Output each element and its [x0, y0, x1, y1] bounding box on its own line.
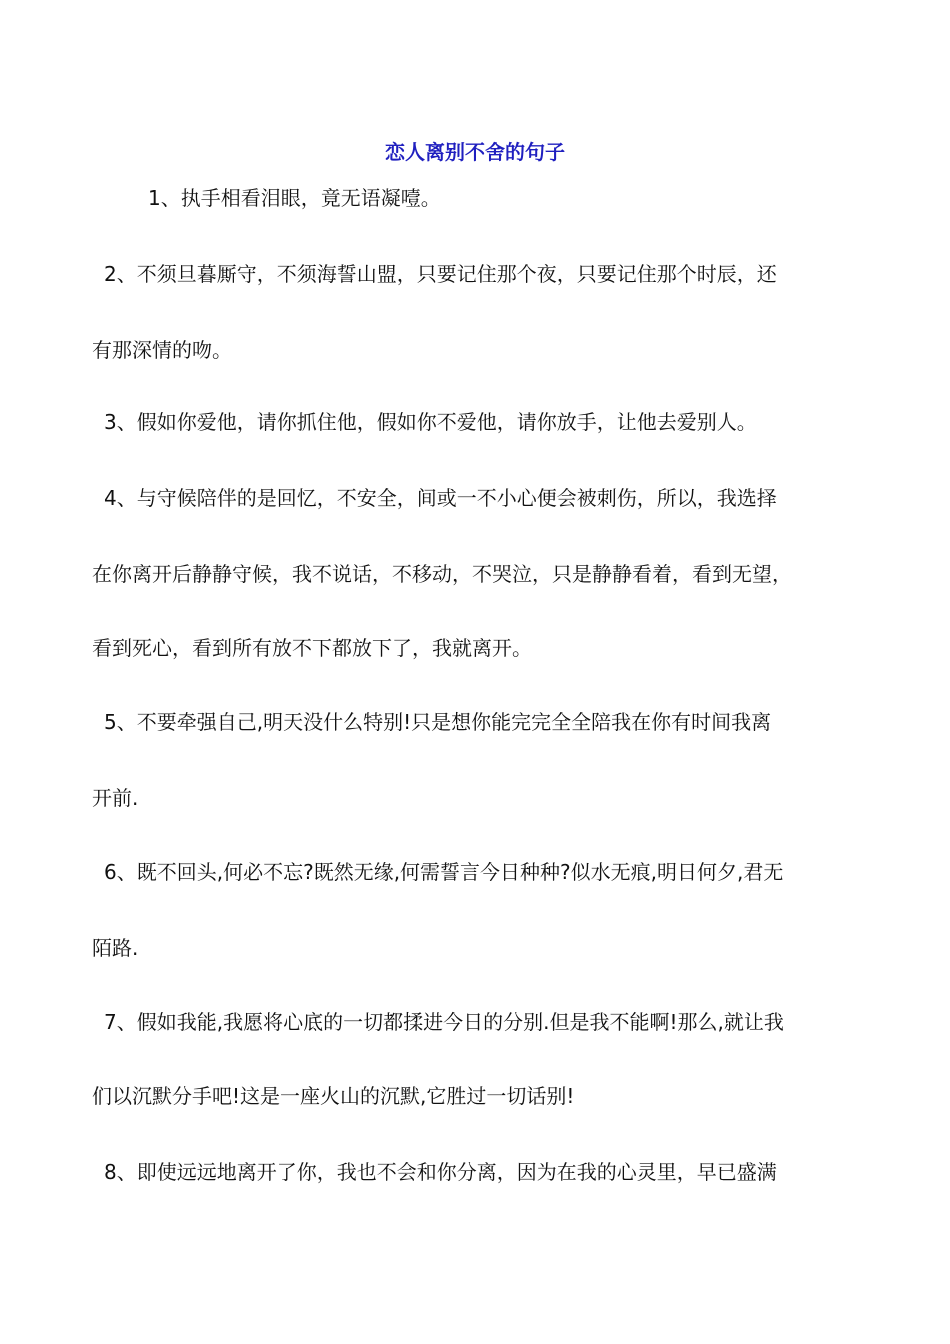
paragraph-line: 1、执手相看泪眼，竟无语凝噎。	[148, 186, 441, 210]
paragraph-line: 7、假如我能,我愿将心底的一切都揉进今日的分别.但是我不能啊!那么,就让我	[104, 1010, 784, 1034]
paragraph-line: 2、不须旦暮厮守，不须海誓山盟，只要记住那个夜，只要记住那个时辰，还	[104, 262, 777, 286]
paragraph-line: 们以沉默分手吧!这是一座火山的沉默,它胜过一切话别!	[92, 1084, 575, 1108]
paragraph-line: 在你离开后静静守候，我不说话，不移动，不哭泣，只是静静看着，看到无望，	[92, 562, 792, 586]
paragraph-line: 8、即使远远地离开了你，我也不会和你分离，因为在我的心灵里，早已盛满	[104, 1160, 777, 1184]
paragraph-line: 5、不要牵强自己,明天没什么特别!只是想你能完完全全陪我在你有时间我离	[104, 710, 772, 734]
paragraph-line: 4、与守候陪伴的是回忆，不安全，间或一不小心便会被刺伤，所以，我选择	[104, 486, 777, 510]
paragraph-line: 陌路.	[92, 936, 139, 960]
document-title: 恋人离别不舍的句子	[385, 140, 565, 164]
paragraph-line: 3、假如你爱他，请你抓住他，假如你不爱他，请你放手，让他去爱别人。	[104, 410, 757, 434]
paragraph-line: 开前.	[92, 786, 139, 810]
paragraph-line: 有那深情的吻。	[92, 338, 232, 362]
paragraph-line: 6、既不回头,何必不忘?既然无缘,何需誓言今日种种?似水无痕,明日何夕,君无	[104, 860, 784, 884]
paragraph-line: 看到死心，看到所有放不下都放下了，我就离开。	[92, 636, 532, 660]
